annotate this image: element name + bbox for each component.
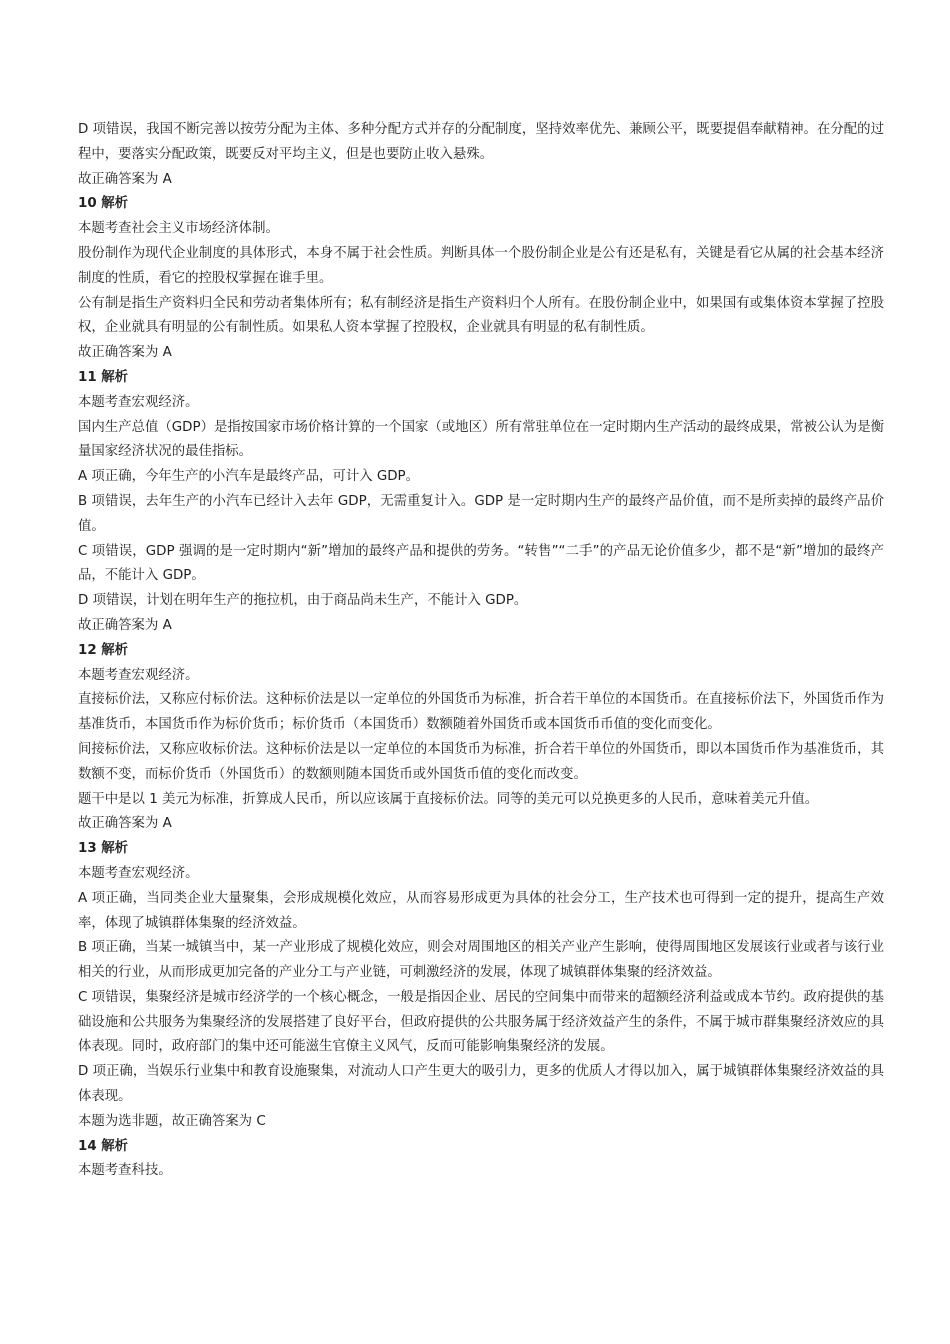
section-heading: 13 解析 — [78, 841, 129, 857]
paragraph: B 项错误，去年生产的小汽车已经计入去年 GDP，无需重复计入。GDP 是一定时期内生产的最终产品价值，而不是所卖掉的最终产品价值。 — [78, 493, 884, 534]
paragraph: A 项正确，今年生产的小汽车是最终产品，可计入 GDP。 — [78, 469, 420, 485]
paragraph: 直接标价法，又称应付标价法。这种标价法是以一定单位的外国货币为标准，折合若干单位的本国货币。在直接标价法下，外国货币作为基准货币，本国货币作为标价货币；标价货币（本国货币）数额随着外国货币或本国货币币值的变化而变化。 — [78, 692, 884, 733]
paragraph: A 项正确，当同类企业大量聚集，会形成规模化效应，从而容易形成更为具体的社会分工，生产技术也可得到一定的提升，提高生产效率，体现了城镇群体集聚的经济效益。 — [78, 890, 884, 931]
paragraph: 题干中是以 1 美元为标准，折算成人民币，所以应该属于直接标价法。同等的美元可以兑换更多的人民币，意味着美元升值。 — [78, 791, 819, 807]
section-heading: 11 解析 — [78, 369, 129, 385]
answer-line: 本题为选非题，故正确答案为 C — [78, 1113, 266, 1129]
paragraph: 国内生产总值（GDP）是指按国家市场价格计算的一个国家（或地区）所有常驻单位在一定时期内生产活动的最终成果，常被公认为是衡量国家经济状况的最佳指标。 — [78, 419, 884, 460]
paragraph: 公有制是指生产资料归全民和劳动者集体所有；私有制经济是指生产资料归个人所有。在股份制企业中，如果国有或集体资本掌握了控股权，企业就具有明显的公有制性质。如果私人资本掌握了控股权，企业就具有明显的私有制性质。 — [78, 295, 884, 336]
paragraph: 本题考查科技。 — [78, 1163, 172, 1179]
section-heading: 12 解析 — [78, 642, 129, 658]
answer-line: 故正确答案为 A — [78, 816, 172, 832]
answer-line: 故正确答案为 A — [78, 345, 172, 361]
paragraph: 本题考查宏观经济。 — [78, 865, 199, 881]
answer-line: 故正确答案为 A — [78, 171, 172, 187]
document-page — [78, 118, 884, 1184]
paragraph: D 项错误，计划在明年生产的拖拉机，由于商品尚未生产，不能计入 GDP。 — [78, 593, 528, 609]
paragraph: B 项正确，当某一城镇当中，某一产业形成了规模化效应，则会对周围地区的相关产业产生影响，使得周围地区发展该行业或者与该行业相关的行业，从而形成更加完备的产业分工与产业链，可刺激经济的发展，体现了城镇群体集聚的经济效益。 — [78, 940, 884, 981]
paragraph: C 项错误，GDP 强调的是一定时期内“新”增加的最终产品和提供的劳务。“转售”“二手”的产品无论价值多少，都不是“新”增加的最终产品，不能计入 GDP。 — [78, 543, 884, 584]
paragraph: 股份制作为现代企业制度的具体形式，本身不属于社会性质。判断具体一个股份制企业是公有还是私有，关键是看它从属的社会基本经济制度的性质，看它的控股权掌握在谁手里。 — [78, 245, 884, 286]
section-heading: 14 解析 — [78, 1138, 129, 1154]
paragraph: D 项正确，当娱乐行业集中和教育设施聚集，对流动人口产生更大的吸引力，更多的优质人才得以加入，属于城镇群体集聚经济效益的具体表现。 — [78, 1064, 884, 1105]
paragraph: 间接标价法，又称应收标价法。这种标价法是以一定单位的本国货币为标准，折合若干单位的外国货币，即以本国货币作为基准货币，其数额不变，而标价货币（外国货币）的数额则随本国货币或外国货币值的变化而改变。 — [78, 741, 884, 782]
paragraph: D 项错误，我国不断完善以按劳分配为主体、多种分配方式并存的分配制度，坚持效率优先、兼顾公平，既要提倡奉献精神。在分配的过程中，要落实分配政策，既要反对平均主义，但是也要防止收入悬殊。 — [78, 122, 884, 162]
paragraph: C 项错误，集聚经济是城市经济学的一个核心概念，一般是指因企业、居民的空间集中而带来的超额经济利益或成本节约。政府提供的基础设施和公共服务为集聚经济的发展搭建了良好平台，但政府提供的公共服务属于经济效益产生的条件，不属于城市群集聚经济效应的具体表现。同时，政府部门的集中还可能滋生官僚主义风气，反而可能影响集聚经济的发展。 — [78, 989, 884, 1055]
paragraph: 本题考查宏观经济。 — [78, 667, 199, 683]
section-heading: 10 解析 — [78, 196, 129, 212]
paragraph: 本题考查宏观经济。 — [78, 394, 199, 410]
paragraph: 本题考查社会主义市场经济体制。 — [78, 221, 279, 237]
answer-line: 故正确答案为 A — [78, 617, 172, 633]
